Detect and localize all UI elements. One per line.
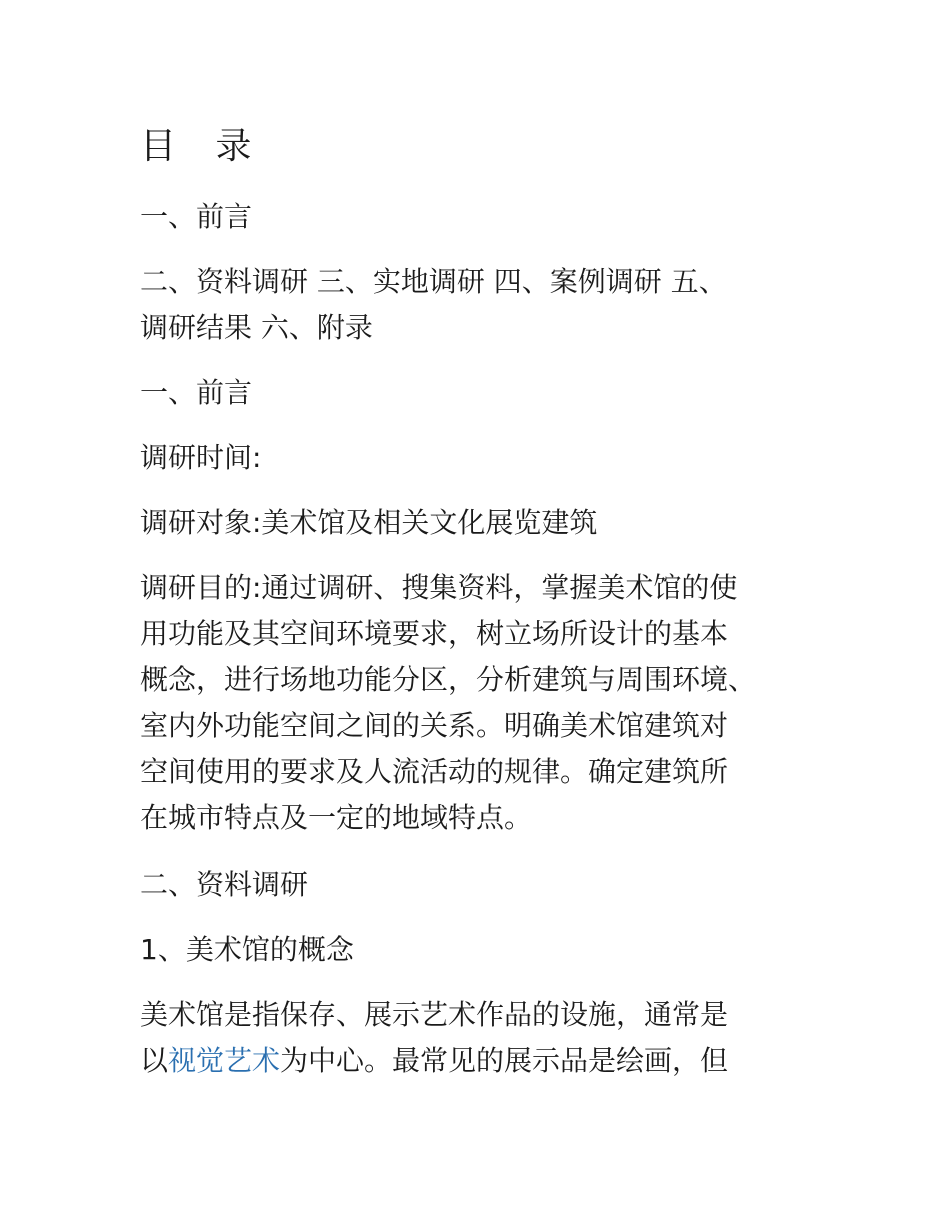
purpose-line: 概念，进行场地功能分区，分析建筑与周围环境、 <box>140 663 757 696</box>
purpose-line: 调研目的:通过调研、搜集资料，掌握美术馆的使 <box>140 571 738 604</box>
toc-title: 目 录 <box>140 126 266 167</box>
visual-art-link[interactable]: 视觉艺术 <box>168 1044 281 1077</box>
subheading-museum-concept: 1、美术馆的概念 <box>140 933 354 966</box>
definition-line-1: 美术馆是指保存、展示艺术作品的设施，通常是 <box>140 998 729 1031</box>
definition-suffix: 为中心。最常见的展示品是绘画，但 <box>280 1044 729 1077</box>
purpose-line: 在城市特点及一定的地域特点。 <box>140 801 533 834</box>
research-object: 调研对象:美术馆及相关文化展览建筑 <box>140 506 598 539</box>
museum-definition <box>140 992 820 1084</box>
toc-item-preface: 一、前言 <box>140 200 253 233</box>
purpose-line: 室内外功能空间之间的关系。明确美术馆建筑对 <box>140 709 729 742</box>
toc-items-line-2: 调研结果 六、附录 <box>140 311 373 344</box>
purpose-line: 用功能及其空间环境要求，树立场所设计的基本 <box>140 617 729 650</box>
toc-items-block <box>140 259 820 351</box>
section-heading-preface: 一、前言 <box>140 376 253 409</box>
purpose-line: 空间使用的要求及人流活动的规律。确定建筑所 <box>140 755 729 788</box>
research-purpose <box>140 565 820 841</box>
definition-prefix: 以 <box>140 1044 169 1077</box>
definition-line-2 <box>140 1038 820 1084</box>
research-time: 调研时间: <box>140 441 262 474</box>
toc-items-line-1: 二、资料调研 三、实地调研 四、案例调研 五、 <box>140 265 727 298</box>
section-heading-research: 二、资料调研 <box>140 868 309 901</box>
